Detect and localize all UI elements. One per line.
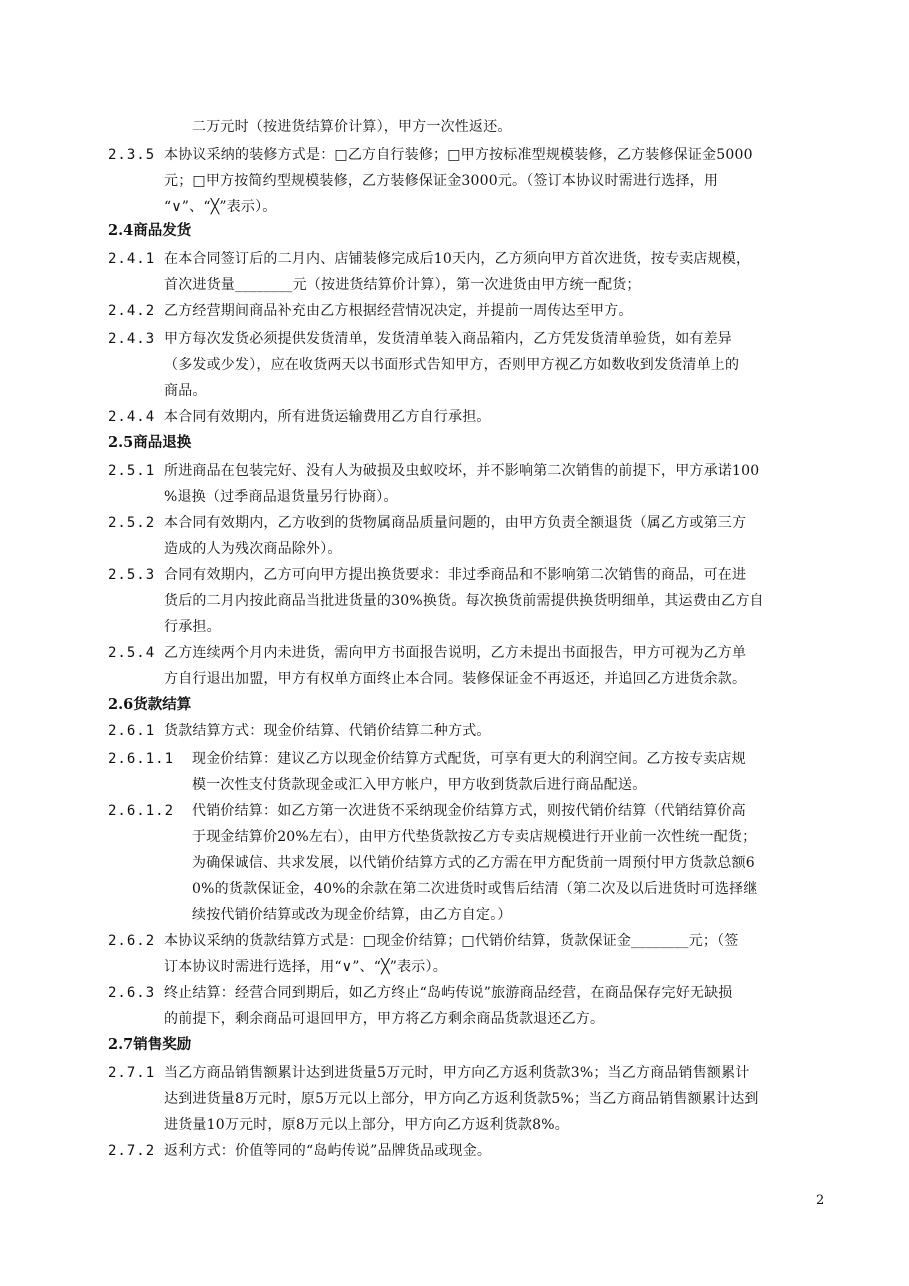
clause-text-line: 的前提下，剩余商品可退回甲方，甲方将乙方剩余商品货款退还乙方。: [164, 1011, 605, 1027]
clause-text-line: 达到进货量8万元时，原5万元以上部分，甲方向乙方返利货款5%；当乙方商品销售额累计达到: [164, 1091, 759, 1107]
clause-number: 2.5.2: [108, 515, 156, 531]
clause-text-line: 方自行退出加盟，甲方有权单方面终止本合同。装修保证金不再返还，并追回乙方进货余款。: [164, 671, 747, 687]
clause-text-line: 返利方式：价值等同的“岛屿传说”品牌货品或现金。: [164, 1143, 492, 1159]
clause-text-line: 本协议采纳的装修方式是：□乙方自行装修；□甲方按标准型规模装修，乙方装修保证金5000: [164, 147, 753, 163]
clause-text-line: 续按代销价结算或改为现金价结算，由乙方自定。）: [192, 907, 512, 923]
clause-number: 2.6.1.1: [108, 751, 175, 767]
clause-text-line: 模一次性支付货款现金或汇入甲方帐户，甲方收到货款后进行商品配送。: [192, 777, 647, 793]
clause-number: 2.7.2: [108, 1143, 156, 1159]
clause-number: 2.5.1: [108, 463, 156, 479]
clause-text-line: 在本合同签订后的二月内、店铺装修完成后10天内，乙方须向甲方首次进货，按专卖店规模，: [164, 251, 751, 267]
clause-text-line: “∨”、“╳”表示）。: [164, 199, 277, 215]
clause-text-line: 本协议采纳的货款结算方式是：□现金价结算；□代销价结算，货款保证金________元；（签: [164, 933, 739, 949]
clause-text-line: 乙方经营期间商品补充由乙方根据经营情况决定，并提前一周传达至甲方。: [164, 303, 633, 319]
clause-text-line: %退换（过季商品退货量另行协商）。: [164, 489, 398, 505]
clause-number: 2.6.3: [108, 985, 156, 1001]
clause-text-line: 乙方连续两个月内未进货，需向甲方书面报告说明，乙方未提出书面报告，甲方可视为乙方单: [164, 645, 747, 661]
clause-text-line: 元；□甲方按简约型规模装修，乙方装修保证金3000元。（签订本协议时需进行选择，用: [164, 173, 719, 189]
clause-text-line: （多发或少发），应在收货两天以书面形式告知甲方，否则甲方视乙方如数收到发货清单上的: [164, 357, 740, 373]
clause-text-line: 首次进货量________元（按进货结算价计算），第一次进货由甲方统一配货；: [164, 277, 641, 293]
clause-text-line: 货款结算方式：现金价结算、代销价结算二种方式。: [164, 723, 491, 739]
section-heading: 2.4商品发货: [108, 222, 192, 239]
clause-text-line: 货后的二月内按此商品当批进货量的30%换货。每次换货前需提供换货明细单，其运费由乙方自: [164, 593, 764, 609]
clause-number: 2.4.2: [108, 303, 156, 319]
clause-text-line: 商品。: [164, 383, 207, 399]
clause-number: 2.4.3: [108, 331, 156, 347]
section-heading: 2.7销售奖励: [108, 1036, 192, 1053]
section-heading: 2.5商品退换: [108, 434, 192, 451]
clause-text-line: 本合同有效期内，所有进货运输费用乙方自行承担。: [164, 409, 491, 425]
clause-text-line: 终止结算：经营合同到期后，如乙方终止“岛屿传说”旅游商品经营，在商品保存完好无缺损: [164, 985, 733, 1001]
section-heading: 2.6货款结算: [108, 696, 192, 713]
clause-number: 2.5.3: [108, 567, 156, 583]
clause-number: 2.6.1: [108, 723, 156, 739]
clause-text-line: 进货量10万元时，原8万元以上部分，甲方向乙方返利货款8%。: [164, 1117, 569, 1133]
clause-number: 2.3.5: [108, 147, 156, 163]
page-number: 2: [816, 1193, 825, 1208]
clause-number: 2.5.4: [108, 645, 156, 661]
clause-text-line: 为确保诚信、共求发展，以代销价结算方式的乙方需在甲方配货前一周预付甲方货款总额6: [192, 855, 755, 871]
clause-text-line: 造成的人为残次商品除外）。: [164, 541, 342, 557]
paragraph-line: 二万元时（按进货结算价计算），甲方一次性返还。: [192, 119, 512, 135]
clause-text-line: 合同有效期内，乙方可向甲方提出换货要求：非过季商品和不影响第二次销售的商品，可在进: [164, 567, 747, 583]
clause-number: 2.4.4: [108, 409, 156, 425]
clause-text-line: 行承担。: [164, 619, 221, 635]
clause-text-line: 本合同有效期内，乙方收到的货物属商品质量问题的，由甲方负责全额退货（属乙方或第三方: [164, 515, 747, 531]
clause-number: 2.6.1.2: [108, 803, 175, 819]
clause-text-line: 现金价结算：建议乙方以现金价结算方式配货，可享有更大的利润空间。乙方按专卖店规: [192, 751, 746, 767]
clause-text-line: 订本协议时需进行选择，用“∨”、“╳”表示）。: [164, 959, 447, 975]
clause-text-line: 0%的货款保证金，40%的余款在第二次进货时或售后结清（第二次及以后进货时可选择继: [192, 881, 758, 897]
clause-number: 2.6.2: [108, 933, 156, 949]
clause-number: 2.7.1: [108, 1065, 156, 1081]
clause-text-line: 甲方每次发货必须提供发货清单，发货清单装入商品箱内，乙方凭发货清单验货，如有差异: [164, 331, 732, 347]
clause-text-line: 于现金结算价20%左右），由甲方代垫货款按乙方专卖店规模进行开业前一次性统一配货；: [192, 829, 757, 845]
clause-text-line: 所进商品在包装完好、没有人为破损及虫蚁咬坏，并不影响第二次销售的前提下，甲方承诺100: [164, 463, 760, 479]
clause-text-line: 当乙方商品销售额累计达到进货量5万元时，甲方向乙方返利货款3%；当乙方商品销售额累计: [164, 1065, 750, 1081]
clause-number: 2.4.1: [108, 251, 156, 267]
clause-text-line: 代销价结算：如乙方第一次进货不采纳现金价结算方式，则按代销价结算（代销结算价高: [192, 803, 746, 819]
